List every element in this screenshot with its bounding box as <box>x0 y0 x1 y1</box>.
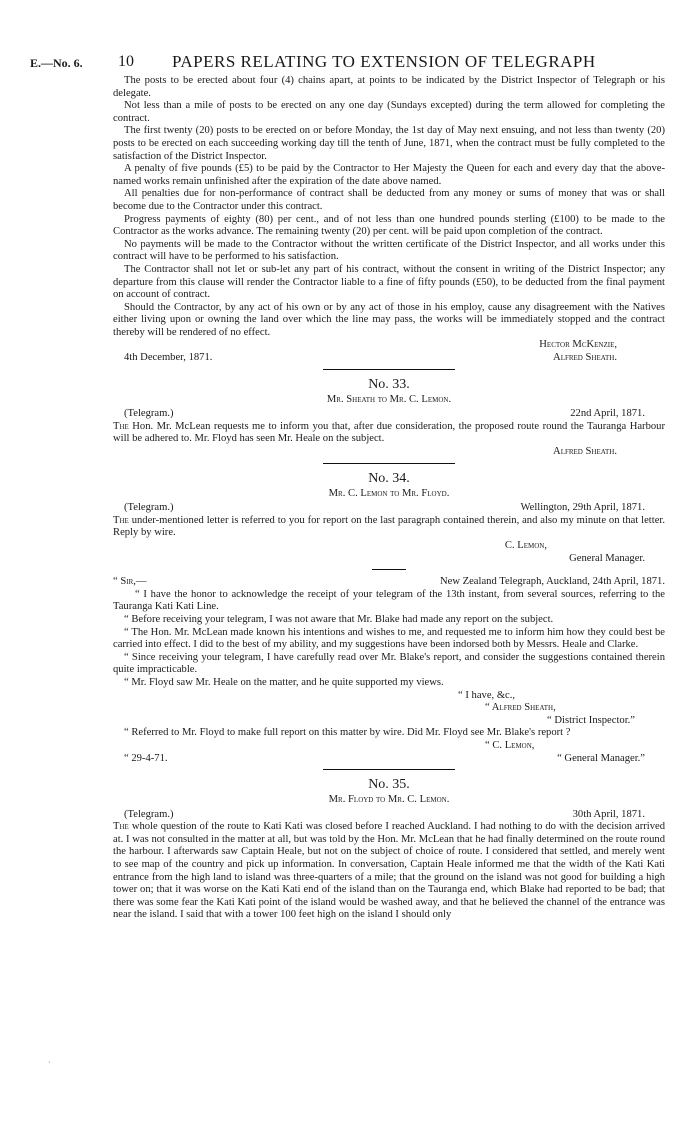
document-heading: No. 35. <box>368 777 410 793</box>
telegram-label: (Telegram.) <box>124 502 174 514</box>
minute-signature-name: “ C. Lemon, <box>485 739 535 751</box>
minute-date: “ 29-4-71. <box>124 752 168 764</box>
section-divider <box>323 769 455 770</box>
telegram-date: 30th April, 1871. <box>572 808 645 820</box>
letter-paragraph: “ I have the honor to acknowledge the receipt of your telegram of the 13th instant, from several sources, referring to the Tauranga Kati Kati Line. <box>113 588 665 613</box>
body-lead-word: The <box>113 514 129 526</box>
contract-paragraph: A penalty of five pounds (£5) to be paid by the Contractor to Her Majesty the Queen for each and every day that the above-named works remain unfinished after the expiration of the date above named. <box>113 163 665 187</box>
telegram-date: Wellington, 29th April, 1871. <box>520 502 645 514</box>
contract-paragraph: The first twenty (20) posts to be erected on or before Monday, the 1st day of May next ensuing, and not less than twenty (20) posts to be erected on each succeeding working day till the tenth of June, 1871, when the contract must be fully completed to the satisfaction of the District Inspector. <box>113 125 665 162</box>
document-subheading: Mr. Floyd to Mr. C. Lemon. <box>328 794 450 806</box>
section-divider <box>323 463 455 464</box>
contract-date: 4th December, 1871. <box>124 352 213 364</box>
document-heading: No. 33. <box>368 376 410 392</box>
document-no-33 <box>113 376 665 459</box>
minute-signature-title: “ General Manager.” <box>557 752 645 764</box>
telegram-body: Hon. Mr. McLean requests me to inform you that, after due consideration, the proposed route round the Tauranga Harbour will be adhered to. Mr. Floyd has seen Mr. Heale on the subject. <box>113 420 665 445</box>
contract-paragraph: The Contractor shall not let or sub-let any part of his contract, without the consent in writing of the District Inspector; any departure from this clause will render the Contractor liable to a fine of fifty pounds (£50), to be deducted from the final payment on account of contract. <box>113 263 665 301</box>
telegram-signature: Alfred Sheath. <box>553 446 617 458</box>
document-subheading: Mr. C. Lemon to Mr. Floyd. <box>328 487 450 499</box>
contract-paragraph: Should the Contractor, by any act of his own or by any act of those in his employ, cause any disagreement with the Natives either living upon or owning the land over which the line may pass, the works will be immediately stopped and the contract thereby will be rendered of no effect. <box>113 301 665 338</box>
document-subheading: Mr. Sheath to Mr. C. Lemon. <box>326 393 452 405</box>
letter-paragraph: “ The Hon. Mr. McLean made known his intentions and wishes to me, and requested me to inform him how they could best be carried into effect. I did to the best of my ability, and my suggestions have been indorsed both by Messrs. Heale and Clarke. <box>113 626 665 651</box>
page-title: PAPERS RELATING TO EXTENSION OF TELEGRAPH <box>172 52 596 71</box>
page-number: 10 <box>118 53 134 70</box>
paper-reference: E.—No. 6. <box>30 56 83 70</box>
document-no-34 <box>113 470 665 765</box>
contract-paragraph: Progress payments of eighty (80) per cent., and of not less than one hundred pounds sterling (£100) to be made to the Contractor as the works advance. The remaining twenty (20) per cent. will be paid upon completion of the contract. <box>113 213 665 238</box>
minute-footer <box>113 753 665 766</box>
document-heading: No. 34. <box>368 470 410 486</box>
signature-title: General Manager. <box>569 552 645 564</box>
telegram-date: 22nd April, 1871. <box>570 408 645 420</box>
letter-place-date: New Zealand Telegraph, Auckland, 24th April, 1871. <box>439 576 665 588</box>
contract-paragraph: The posts to be erected about four (4) chains apart, at points to be indicated by the District Inspector of Telegraph or his delegate. <box>113 75 665 99</box>
contract-conditions <box>113 75 665 365</box>
body-lead-word: The <box>113 821 129 833</box>
telegram-line <box>113 408 665 421</box>
telegram-line <box>113 809 665 822</box>
letter-closing: “ I have, &c., <box>458 689 516 701</box>
contract-paragraph: All penalties due for non-performance of contract shall be deducted from any money or sums of money that was or shall become due to the Contractor under this contract. <box>113 188 665 212</box>
letter-salutation: “ Sir,— <box>113 576 147 588</box>
telegram-label: (Telegram.) <box>124 808 174 820</box>
page-body <box>113 75 665 922</box>
signature-name: C. Lemon, <box>504 540 547 551</box>
telegram-body: whole question of the route to Kati Kati was closed before I reached Auckland. I had nothing to do with the decision arrived at. I was not consulted in the matter at all, but was told by the Hon. Mr. McLean that he had finally determined on the route round the harbour. I afterwards saw Captain Heale, but not on the subject of choice of route. I considered that settled, and merely went to see map of the country and pick up information. In conversation, Captain Heale informed me that the width of the Kati Kati entrance from the high land to island was three-quarters of a mile; that the ground on the island was not good for building a high tower on; that it was worse on the Kati Kati end of the island than on the Tauranga end, which Blake had reported to be bad; that there was some fear the Kati Kati point of the island would be washed away, and that he believed the channel of the entrance was near the island. I said that with a tower 100 feet high on the island I should only <box>113 821 665 921</box>
margin-mark: · <box>48 1058 51 1067</box>
body-lead-word: The <box>113 420 129 432</box>
minute-text: “ Referred to Mr. Floyd to make full report on this matter by wire. Did Mr. Floyd see Mr. Blake's report ? <box>124 727 571 739</box>
letter-signature-name: “ Alfred Sheath, <box>485 702 556 714</box>
section-divider <box>323 369 455 370</box>
signatory-mckenzie: Hector McKenzie, <box>539 339 617 351</box>
telegram-line <box>113 502 665 515</box>
telegram-label: (Telegram.) <box>124 408 174 420</box>
contract-paragraph: No payments will be made to the Contractor without the written certificate of the District Inspector, and all works under this contract will have to be performed to his satisfaction. <box>113 238 665 263</box>
telegram-body: under-mentioned letter is referred to you for report on the last paragraph contained therein, and also my minute on that letter. Reply by wire. <box>113 514 665 539</box>
contract-signature-row <box>113 352 665 365</box>
letter-paragraph: “ Mr. Floyd saw Mr. Heale on the matter, and he quite supported my views. <box>124 676 444 688</box>
document-no-35 <box>113 776 665 922</box>
letter-paragraph: “ Before receiving your telegram, I was not aware that Mr. Blake had made any report on the subject. <box>124 613 554 625</box>
enclosure-divider <box>372 569 406 570</box>
letter-header <box>113 576 665 589</box>
letter-signature-title: “ District Inspector.” <box>547 714 635 726</box>
signatory-sheath: Alfred Sheath. <box>553 352 617 364</box>
contract-paragraph: Not less than a mile of posts to be erected on any one day (Sundays excepted) during the term allowed for completing the contract. <box>113 100 665 124</box>
letter-paragraph: “ Since receiving your telegram, I have carefully read over Mr. Blake's report, and consider the suggestions contained therein quite impracticable. <box>113 651 665 676</box>
